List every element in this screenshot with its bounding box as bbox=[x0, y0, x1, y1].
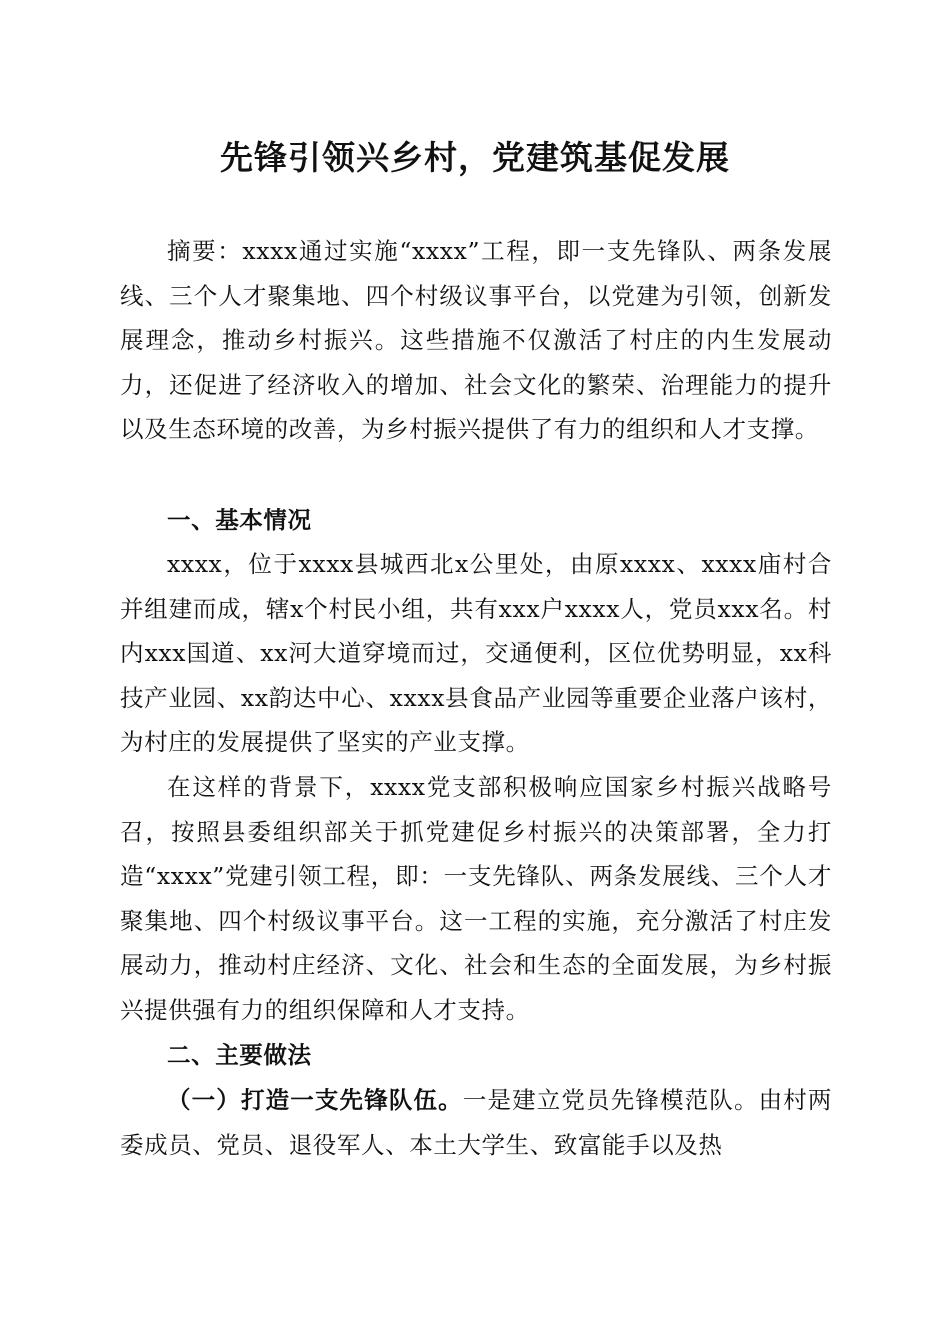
abstract-paragraph: 摘要：xxxx通过实施“xxxx”工程，即一支先锋队、两条发展线、三个人才聚集地、四个村级议事平台，以党建为引领，创新发展理念，推动乡村振兴。这些措施不仅激活了村庄的内生发展动力，还促进了经济收入的增加、社会文化的繁荣、治理能力的提升以及生态环境的改善，为乡村振兴提供了有力的组织和人才支撑。 bbox=[120, 237, 832, 444]
document-title: 先锋引领兴乡村，党建筑基促发展 bbox=[220, 138, 730, 177]
basic-situation-paragraph-2: 在这样的背景下，xxxx党支部积极响应国家乡村振兴战略号召，按照县委组织部关于抓党建促乡村振兴的决策部署，全力打造“xxxx”党建引领工程，即：一支先锋队、两条发展线、三个人才聚集地、四个村级议事平台。这一工程的实施，充分激活了村庄发展动力，推动村庄经济、文化、社会和生态的全面发展，为乡村振兴提供强有力的组织保障和人才支持。 bbox=[120, 773, 832, 1024]
main-practices-paragraph-1 bbox=[120, 1078, 832, 1167]
section-heading-main-practices: 二、主要做法 bbox=[167, 1041, 312, 1069]
subsection-lead: （一）打造一支先锋队伍。 bbox=[167, 1086, 463, 1114]
section-heading-basic-situation: 一、基本情况 bbox=[167, 506, 312, 534]
subsection-text: 一是建立党员先锋模范队。由村两委成员、党员、退役军人、本土大学生、致富能手以及热 bbox=[120, 1086, 833, 1159]
basic-situation-paragraph-1: xxxx，位于xxxx县城西北x公里处，由原xxxx、xxxx庙村合并组建而成，辖x个村民小组，共有xxx户xxxx人，党员xxx名。村内xxx国道、xx河大道穿境而过，交通便利，区位优势明显，xx科技产业园、xx韵达中心、xxxx县食品产业园等重要企业落户该村，为村庄的发展提供了坚实的产业支撑。 bbox=[120, 550, 832, 757]
